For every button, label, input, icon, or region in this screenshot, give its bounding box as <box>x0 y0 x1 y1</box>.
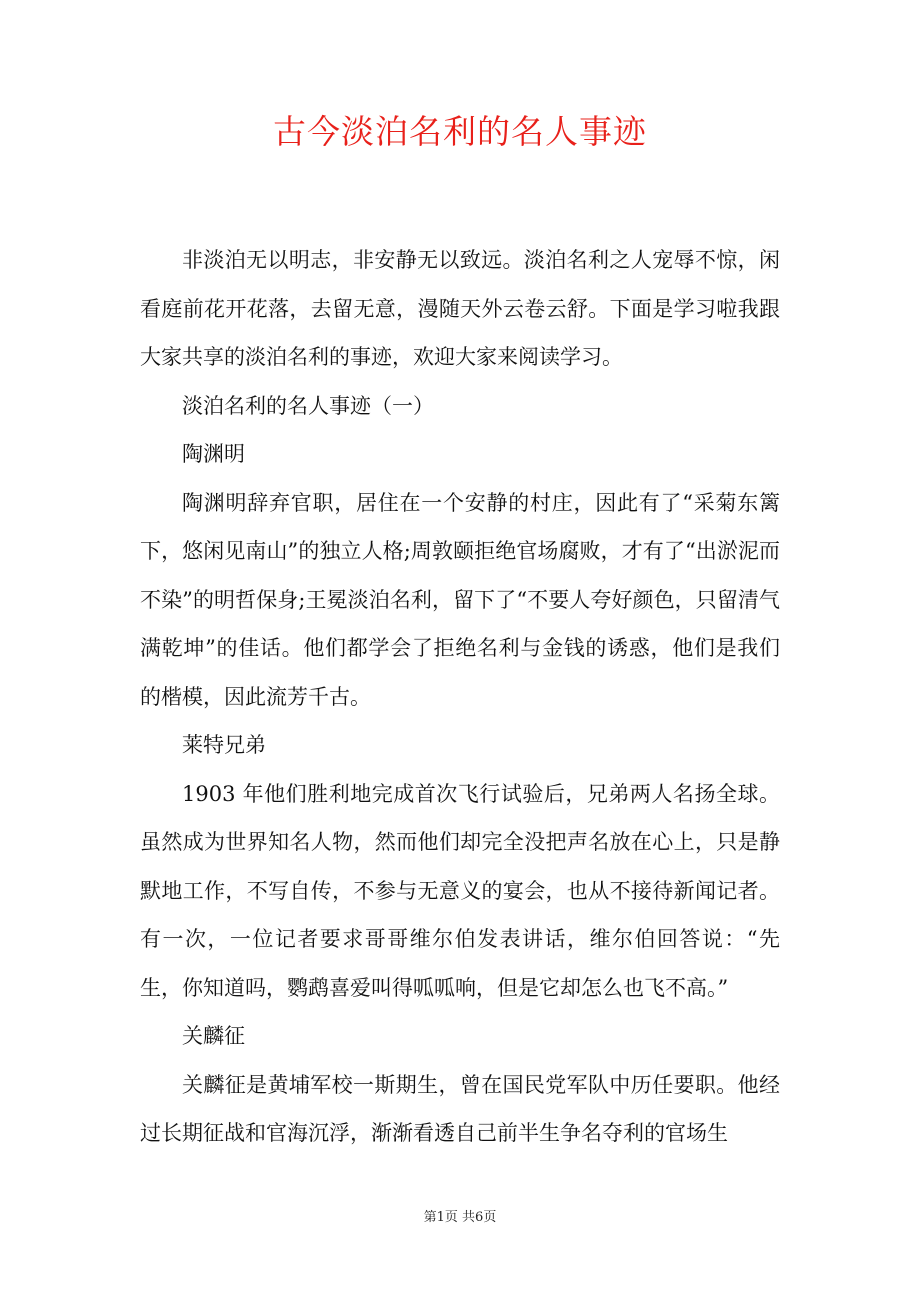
intro-paragraph: 非淡泊无以明志，非安静无以致远。淡泊名利之人宠辱不惊，闲看庭前花开花落，去留无意，漫随天外云卷云舒。下面是学习啦我跟大家共享的淡泊名利的事迹，欢迎大家来阅读学习。 <box>140 248 780 369</box>
document-title: 古今淡泊名利的名人事迹 <box>273 112 647 151</box>
person-heading-wright-brothers: 莱特兄弟 <box>182 733 266 757</box>
person-heading-guan-linzheng: 关麟征 <box>182 1024 245 1048</box>
document-body <box>140 236 780 1158</box>
paragraph-guan-linzheng: 关麟征是黄埔军校一斯期生，曾在国民党军队中历任要职。他经过长期征战和官海沉浮，渐渐看透自己前半生争名夺利的官场生 <box>140 1072 780 1145</box>
section-heading: 淡泊名利的名人事迹（一） <box>182 393 434 418</box>
paragraph-wright-brothers: 1903 年他们胜利地完成首次飞行试验后，兄弟两人名扬全球。 虽然成为世界知名人物，然而他们却完全没把声名放在心上，只是静默地工作，不写自传，不参与无意义的宴会，也从不接待新闻记者。 有一次，一位记者要求哥哥维尔伯发表讲话，维尔伯回答说：“先生，你知道吗，鹦鹉喜爱叫得呱呱响，但是它却怎么也飞不高。” <box>140 781 780 1000</box>
person-heading-tao-yuanming: 陶渊明 <box>182 442 245 466</box>
paragraph-tao-yuanming: 陶渊明辞弃官职，居住在一个安静的村庄，因此有了“采菊东篱下，悠闲见南山”的独立人格;周敦颐拒绝官场腐败，才有了“出淤泥而不染”的明哲保身;王冕淡泊名利，留下了“不要人夸好颜色，只留清气满乾坤”的佳话。他们都学会了拒绝名利与金钱的诱惑，他们是我们的楷模，因此流芳千古。 <box>140 490 780 709</box>
page-footer: 第1页 共6页 <box>423 1210 497 1225</box>
